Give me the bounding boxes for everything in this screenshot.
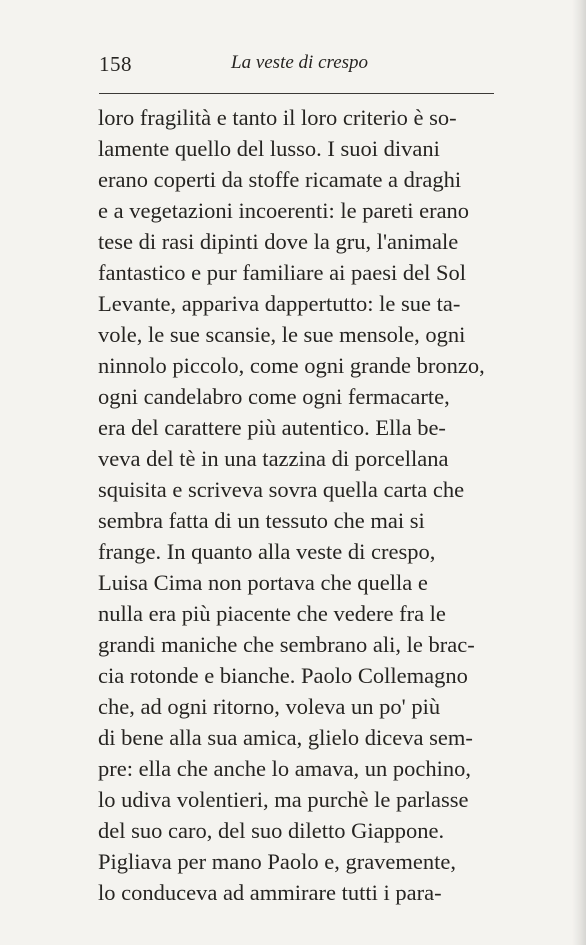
- text-line: Pigliava per mano Paolo e, gravemente,: [98, 849, 457, 874]
- header-rule: [99, 93, 494, 94]
- text-line: lo conduceva ad ammirare tutti i para-: [98, 880, 442, 905]
- text-line: e a vegetazioni incoerenti: le pareti erano: [98, 198, 470, 223]
- body-text: [98, 102, 518, 908]
- text-line: di bene alla sua amica, glielo diceva sem-: [98, 725, 473, 750]
- text-line: ogni candelabro come ogni fermacarte,: [98, 384, 450, 409]
- text-line: cia rotonde e bianche. Paolo Collemagno: [98, 663, 468, 688]
- text-line: ninnolo piccolo, come ogni grande bronzo,: [98, 353, 485, 378]
- text-line: tese di rasi dipinti dove la gru, l'animale: [98, 229, 459, 254]
- text-line: fantastico e pur familiare ai paesi del Sol: [98, 260, 466, 285]
- page-number: 158: [99, 52, 132, 76]
- running-title: La veste di crespo: [231, 52, 369, 73]
- text-line: frange. In quanto alla veste di crespo,: [98, 539, 436, 564]
- text-line: grandi maniche che sembrano ali, le brac-: [98, 632, 475, 657]
- text-line: erano coperti da stoffe ricamate a draghi: [98, 167, 462, 192]
- page-edge-shadow: [572, 0, 586, 945]
- text-line: lamente quello del lusso. I suoi divani: [98, 136, 440, 161]
- text-line: del suo caro, del suo diletto Giappone.: [98, 818, 445, 843]
- text-line: Luisa Cima non portava che quella e: [98, 570, 428, 595]
- text-line: veva del tè in una tazzina di porcellana: [98, 446, 449, 471]
- text-line: sembra fatta di un tessuto che mai si: [98, 508, 425, 533]
- text-line: vole, le sue scansie, le sue mensole, ogni: [98, 322, 466, 347]
- text-line: era del carattere più autentico. Ella be-: [98, 415, 446, 440]
- text-line: lo udiva volentieri, ma purchè le parlasse: [98, 787, 469, 812]
- text-line: Levante, appariva dappertutto: le sue ta-: [98, 291, 461, 316]
- text-line: squisita e scriveva sovra quella carta che: [98, 477, 465, 502]
- text-line: che, ad ogni ritorno, voleva un po' più: [98, 694, 441, 719]
- text-line: loro fragilità e tanto il loro criterio è so-: [98, 105, 457, 130]
- page-header: [99, 52, 509, 82]
- text-line: pre: ella che anche lo amava, un pochino,: [98, 756, 471, 781]
- text-line: nulla era più piacente che vedere fra le: [98, 601, 446, 626]
